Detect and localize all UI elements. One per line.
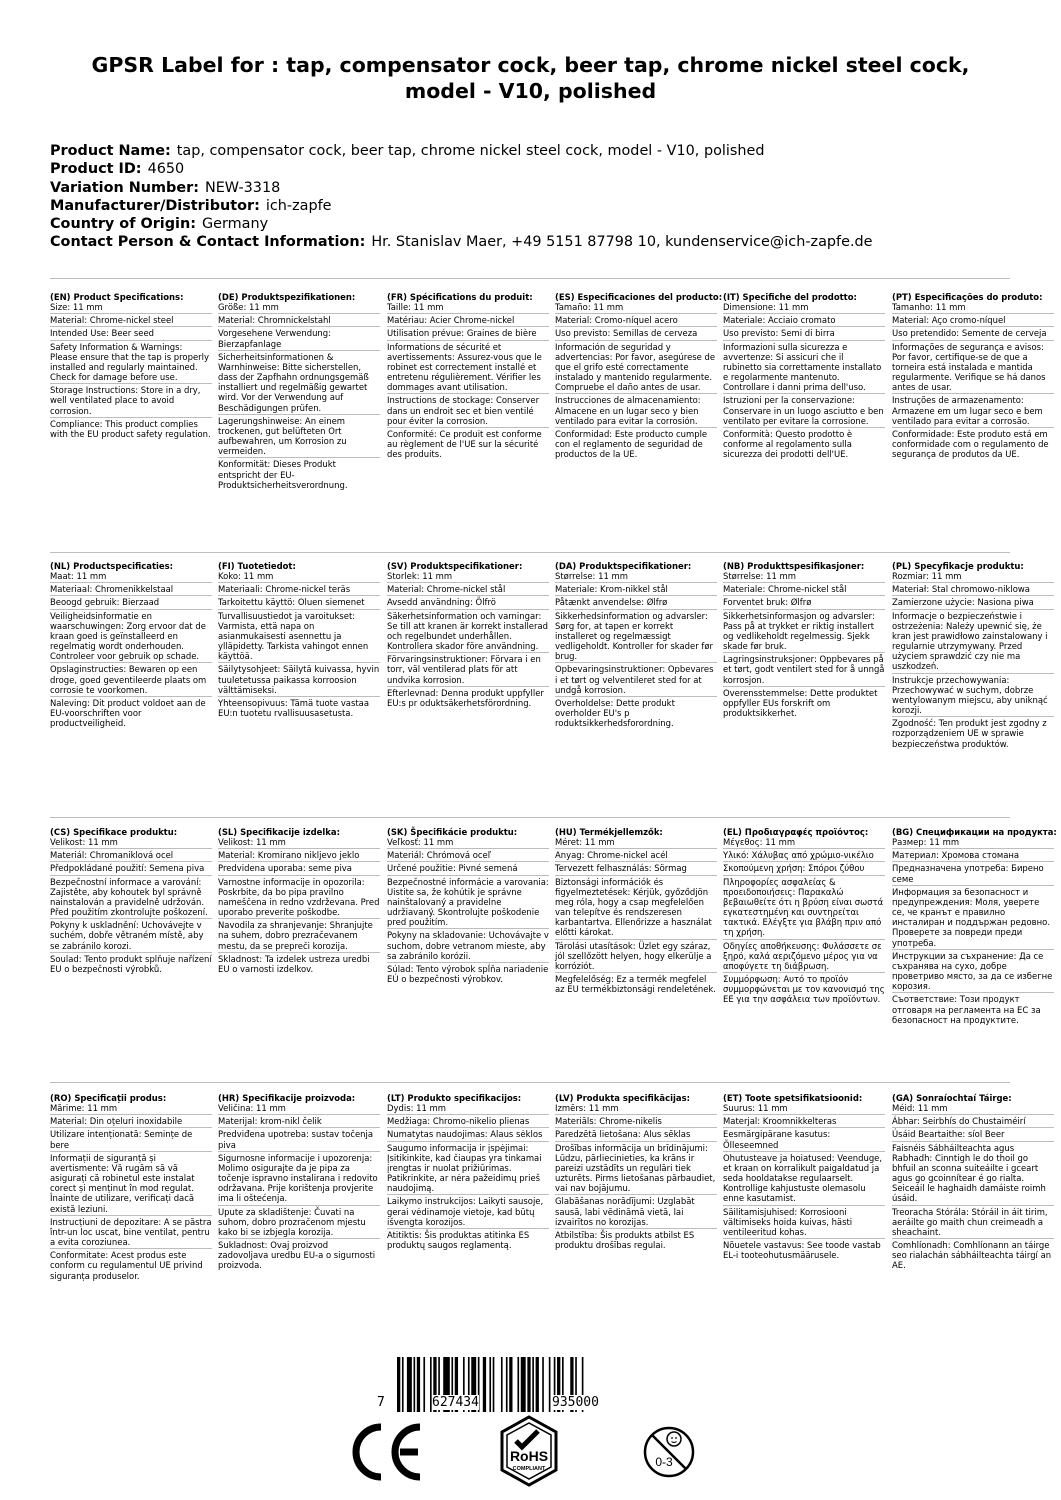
spec-line: Material: Chrome-nickel steel — [50, 315, 212, 327]
spec-line: Nõuetele vastavus: See toode vastab EL-i tooteohutusmäärusele. — [723, 1240, 881, 1261]
spec-line: Размер: 11 mm — [892, 837, 1054, 849]
barcode-bar — [521, 1357, 526, 1412]
spec-line: Información de seguridad y advertencias: Por favor, asegúrese de que el grifo esté correctamente instalado y mantenido regularmente. Compruebe el daño antes de usar. — [555, 342, 717, 395]
spec-line: Zamierzone użycie: Nasiona piwa — [892, 597, 1054, 609]
spec-line: Størrelse: 11 mm — [723, 571, 885, 583]
spec-block — [892, 561, 1054, 751]
spec-header: (ES) Especificaciones del producto: — [555, 292, 723, 302]
spec-line: Instruções de armazenamento: Armazene em um lugar seco e bem ventilado para evitar a corrosão. — [892, 395, 1054, 427]
barcode-digits-mid: 627434 — [432, 1395, 479, 1410]
spec-line: Storlek: 11 mm — [387, 571, 549, 583]
spec-block — [555, 827, 717, 996]
svg-text:RoHS: RoHS — [509, 1448, 549, 1464]
spec-line: Efterlevnad: Denna produkt uppfyller EU:s pr oduktsäkerhetsförordning. — [387, 687, 544, 708]
spec-header: (LV) Produkta specifikācijas: — [555, 1093, 690, 1103]
spec-line: Materjal: Kroomnikkelteras — [723, 1116, 885, 1128]
spec-block — [218, 561, 380, 720]
spec-line: Material: Kromirano nikljevo jeklo — [218, 850, 380, 862]
spec-header: (FR) Spécifications du produit: — [387, 292, 533, 302]
spec-line: Ohutusteave ja hoiatused: Veenduge, et kraan on korralikult paigaldatud ja seda hooldatakse regulaarselt. Kontrollige kahjustuste olemasolu enne kasutamist. — [723, 1153, 885, 1206]
spec-header: (DA) Produktspecifikationer: — [555, 561, 692, 571]
spec-line: Pokyny k uskladnění: Uchovávejte v suchém, dobře větraném místě, aby se zabránilo korozi. — [50, 920, 212, 952]
spec-header: (EL) Προδιαγραφές προϊόντος: — [723, 827, 869, 837]
spec-line: Tárolási utasítások: Üzlet egy száraz, jól szellőzött helyen, hogy elkerülje a korróziót. — [555, 941, 717, 973]
spec-line: Conformità: Questo prodotto è conforme al regolamento sulla sicurezza dei prodotti dell'UE. — [723, 428, 853, 460]
spec-line: Съответствие: Този продукт отговаря на регламента на ЕС за безопасност на продуктите. — [892, 994, 1041, 1025]
spec-block — [218, 1093, 380, 1273]
barcode-bar — [501, 1357, 503, 1412]
spec-line: Materijal: krom-nikl čelik — [218, 1116, 380, 1128]
spec-line: Glabāšanas norādījumi: Uzglabāt sausā, labi vēdināmā vietā, lai izvairītos no korozijas. — [555, 1196, 717, 1228]
spec-line: Beoogd gebruik: Bierzaad — [50, 597, 212, 609]
spec-header: (PL) Specyfikacje produktu: — [892, 561, 1024, 571]
spec-line: Säilitamisjuhised: Korrosiooni vältimiseks hoida kuivas, hästi ventileeritud kohas. — [723, 1207, 885, 1239]
spec-line: Paredzētā lietošana: Alus sēklas — [555, 1129, 717, 1141]
spec-line: Sikkerhetsinformasjon og advarsler: Pass på at trykket er riktig installert og vedlikeholdt regelmessig. Sjekk skade før bruk. — [723, 611, 885, 654]
spec-block — [555, 1093, 717, 1252]
spec-line: Overensstemmelse: Dette produktet oppfyller EUs forskrift om produktsikkerhet. — [723, 687, 878, 719]
barcode-digits-left: 7 — [377, 1395, 385, 1410]
rohs-compliant-icon — [498, 1415, 560, 1487]
spec-line: Instructions de stockage: Conserver dans un endroit sec et bien ventilé pour éviter la corrosion. — [387, 395, 549, 427]
spec-line: Konformität: Dieses Produkt entspricht der EU-Produktsicherheitsverordnung. — [218, 459, 348, 490]
barcode-bar — [423, 1357, 425, 1412]
spec-block — [50, 1093, 212, 1283]
spec-line: Material: Aço cromo-níquel — [892, 315, 1054, 327]
info-product-id: Product ID: 4650 — [50, 161, 185, 178]
spec-block — [555, 561, 717, 730]
spec-line: Maat: 11 mm — [50, 571, 212, 583]
spec-line: Größe: 11 mm — [218, 302, 380, 314]
spec-line: Uso previsto: Semi di birra — [723, 328, 885, 340]
spec-header: (HU) Termékjellemzők: — [555, 827, 663, 837]
spec-line: Velikost: 11 mm — [50, 837, 212, 849]
spec-line: Intended Use: Beer seed — [50, 328, 212, 340]
spec-line: Μέγεθος: 11 mm — [723, 837, 885, 849]
spec-line: Материал: Хромова стомана — [892, 850, 1054, 862]
divider — [50, 278, 1010, 279]
spec-line: Bezpečnostní informace a varování: Zajistěte, aby kohoutek byl správně nainstalován a pravidelně udržován. Před použitím zkontrolujte poškození. — [50, 877, 212, 920]
spec-line: Navodila za shranjevanje: Shranjujte na suhem, dobro prezračevanem mestu, da se prepreči korozija. — [218, 920, 380, 952]
spec-line: Materiāls: Chrome-nikelis — [555, 1116, 717, 1128]
spec-block — [723, 292, 885, 461]
spec-line: Eesmärgipärane kasutus: Õlleseemned — [723, 1129, 885, 1151]
barcode-bar — [402, 1357, 404, 1412]
spec-header: (HR) Specifikacije proizvoda: — [218, 1093, 356, 1103]
spec-line: Mărime: 11 mm — [50, 1103, 212, 1115]
spec-block — [50, 292, 212, 441]
spec-block — [723, 827, 885, 1007]
barcode-bar — [489, 1357, 491, 1412]
spec-line: Materiál: Chrómová oceľ — [387, 850, 549, 862]
spec-line: Avsedd användning: Ölfrö — [387, 597, 549, 609]
spec-block — [892, 827, 1057, 1027]
spec-line: Tervezett felhasználás: Sörmag — [555, 863, 717, 875]
spec-line: Materiaali: Chrome-nickel teräs — [218, 584, 380, 596]
spec-block — [723, 561, 885, 720]
barcode-bar — [493, 1357, 495, 1412]
spec-line: Overholdelse: Dette produkt overholder EU's p roduktsikkerhedsforordning. — [555, 697, 675, 729]
spec-row — [50, 561, 1060, 821]
spec-line: Uso previsto: Semillas de cerveza — [555, 328, 717, 340]
spec-line: Conformidad: Este producto cumple con el reglamento de seguridad de productos de la UE. — [555, 428, 708, 460]
spec-line: Súlad: Tento výrobok spĺňa nariadenie EÚ o bezpečnosti výrobkov. — [387, 963, 549, 985]
barcode-bar — [509, 1357, 512, 1412]
spec-line: Saugumo informacija ir įspėjimai: Įsitikinkite, kad čiaupas yra tinkamai įrengtas ir nuolat prižiūrimas. Patikrinkite, ar nėra pažeidimų prieš naudojimą. — [387, 1143, 549, 1196]
spec-line: Safety Information & Warnings: Please ensure that the tap is properly installed and regularly maintained. Check for damage before use. — [50, 342, 212, 385]
spec-line: Megfelelőség: Ez a termék megfelel az EU termékbiztonsági rendeletének. — [555, 974, 716, 995]
spec-line: Instrucciones de almacenamiento: Almacene en un lugar seco y bien ventilado para evitar la corrosión. — [555, 395, 717, 427]
spec-line: Συμμόρφωση: Αυτό το προϊόν συμμορφώνεται με τον κανονισμό της ΕΕ για την ασφάλεια των προϊόντων. — [723, 974, 885, 1005]
spec-line: Veľkosť: 11 mm — [387, 837, 549, 849]
spec-line: Turvallisuustiedot ja varoitukset: Varmista, että napa on asianmukaisesti asennettu ja ylläpidetty. Tarkista vahingot ennen käyttöä. — [218, 611, 380, 664]
svg-text:0-3: 0-3 — [655, 1455, 673, 1469]
spec-line: Material: Chromnickelstahl — [218, 315, 380, 327]
spec-line: Informații de siguranță și avertismente: Vă rugăm să vă asigurați că robinetul este instalat corect și menținut în mod regulat. Înainte de utilizare, verificați dacă există leziuni. — [50, 1153, 212, 1216]
spec-line: Anyag: Chrome-nickel acél — [555, 850, 717, 862]
info-country: Country of Origin: Germany — [50, 216, 269, 233]
spec-line: Utilizare intenționată: Semințe de bere — [50, 1129, 212, 1151]
barcode-bar — [414, 1357, 416, 1412]
spec-line: Atitiktis: Šis produktas atitinka ES produktų saugos reglamentą. — [387, 1229, 530, 1251]
spec-line: Conformidade: Este produto está em conformidade com o regulamento de segurança de produtos da UE. — [892, 428, 1049, 460]
spec-line: Skladnost: Ta izdelek ustreza uredbi EU o varnosti izdelkov. — [218, 953, 370, 974]
spec-line: Informations de sécurité et avertissements: Assurez-vous que le robinet est correctement installé et entretenu régulièrement. Vérifier les dommages avant utilisation. — [387, 342, 549, 395]
spec-line: Informações de segurança e avisos: Por favor, certifique-se de que a torneira está instalada e mantida regularmente. Verifique se há danos antes de usar. — [892, 342, 1054, 395]
spec-header: (RO) Specificații produs: — [50, 1093, 167, 1103]
spec-line: Faisnéis Sábháilteachta agus Rabhadh: Cinntigh le do thoil go bhfuil an sconna suiteáilte i gceart agus go gcoinnítear é go rialta. Seiceáil le haghaidh damáiste roimh úsáid. — [892, 1143, 1054, 1206]
spec-row — [50, 827, 1060, 1087]
spec-header: (SV) Produktspecifikationer: — [387, 561, 523, 571]
spec-line: Säilytysohjeet: Säilytä kuivassa, hyvin tuuletetussa paikassa korroosion välttämiseksi. — [218, 664, 380, 696]
spec-header: (ET) Toote spetsifikatsioonid: — [723, 1093, 863, 1103]
spec-line: Πληροφορίες ασφαλείας & προειδοποιήσεις: Παρακαλώ βεβαιωθείτε ότι η βρύση είναι σωστά εγκατεστημένη και συντηρείται τακτικά. Ελέγξτε για βλάβη πριν από τη χρήση. — [723, 877, 885, 940]
spec-line: Veiligheidsinformatie en waarschuwingen: Zorg ervoor dat de kraan goed is geïnstalleerd en regelmatig wordt onderhouden. Controleer voor gebruik op schade. — [50, 611, 212, 664]
spec-line: Forventet bruk: Ølfrø — [723, 597, 885, 609]
spec-line: Predvidena uporaba: seme piva — [218, 863, 380, 875]
spec-row — [50, 292, 1060, 552]
barcode-bar — [483, 1357, 486, 1412]
spec-header: (GA) Sonraíochtaí Táirge: — [892, 1093, 1012, 1103]
spec-line: Instrucțiuni de depozitare: A se păstra într-un loc uscat, bine ventilat, pentru a evita coroziunea. — [50, 1217, 212, 1249]
spec-line: Materiaal: Chromenikkelstaal — [50, 584, 212, 596]
not-for-children-0-3-icon — [643, 1415, 695, 1489]
product-info — [50, 142, 1010, 252]
info-contact: Contact Person & Contact Information: Hr. Stanislav Maer, +49 5151 87798 10, kundenservice@ich-zapfe.de — [50, 234, 873, 251]
barcode-digits-right: 935000 — [552, 1395, 599, 1410]
barcode-bar — [506, 1357, 508, 1412]
spec-line: Dimensione: 11 mm — [723, 302, 885, 314]
spec-line: Opbevaringsinstruktioner: Opbevares i et tørt og velventileret sted for at undgå korrosion. — [555, 664, 717, 696]
spec-line: Förvaringsinstruktioner: Förvara i en torr, väl ventilerad plats för att undvika korrosion. — [387, 654, 549, 686]
spec-block — [218, 827, 380, 976]
barcode-bar — [407, 1357, 412, 1412]
spec-line: Utilisation prévue: Graines de bière — [387, 328, 549, 340]
spec-line: Σκοπούμενη χρήση: Σπόροι ζύθου — [723, 863, 885, 875]
spec-line: Οδηγίες αποθήκευσης: Φυλάσσετε σε ξηρό, καλά αεριζόμενο μέρος για να αποφύγετε τη διάβρωση. — [723, 941, 885, 973]
spec-line: Bezpečnostné informácie a varovania: Uistite sa, že kohútik je správne nainštalovaný a pravidelne udržiavaný. Skontrolujte poškodenie pred použitím. — [387, 877, 549, 930]
spec-line: Conformité: Ce produit est conforme au règlement de l'UE sur la sécurité des produits. — [387, 428, 542, 460]
spec-line: Инструкции за съхранение: Да се съхранява на сухо, добре проветриво място, за да се избегне корозия. — [892, 951, 1054, 994]
spec-line: Tamaño: 11 mm — [555, 302, 717, 314]
spec-line: Biztonsági információk és figyelmeztetések: Kérjük, győződjön meg róla, hogy a csap megfelelően van telepítve és rendszeresen karbantartva. Ellenőrizze a használat előtti károkat. — [555, 877, 717, 940]
spec-row — [50, 1093, 1060, 1353]
spec-block — [387, 561, 549, 710]
spec-line: Pokyny na skladovanie: Uchovávajte v suchom, dobre vetranom mieste, aby sa zabránilo korózii. — [387, 930, 549, 962]
spec-line: Varnostne informacije in opozorila: Poskrbite, da bo pipa pravilno nameščena in redno vzdrževana. Pred uporabo preverite poškodbe. — [218, 877, 380, 920]
spec-line: Soulad: Tento produkt splňuje nařízení EU o bezpečnosti výrobků. — [50, 953, 212, 974]
spec-line: Sukladnost: Ovaj proizvod zadovoljava uredbu EU-a o sigurnosti proizvoda. — [218, 1240, 376, 1271]
spec-block — [892, 292, 1054, 461]
spec-line: Yhteensopivuus: Tämä tuote vastaa EU:n tuotetu rvallisuusasetusta. — [218, 697, 370, 719]
spec-line: Laikymo instrukcijos: Laikyti sausoje, gerai vėdinamoje vietoje, kad būtų išvengta korozijos. — [387, 1196, 549, 1228]
spec-line: Suurus: 11 mm — [723, 1103, 885, 1115]
spec-line: Materiale: Krom-nikkel stål — [555, 584, 717, 596]
info-variation-number: Variation Number: NEW-3318 — [50, 179, 281, 196]
spec-block — [387, 292, 549, 461]
spec-block — [50, 827, 212, 976]
barcode-bar — [542, 1357, 544, 1412]
spec-line: Úsáid Beartaithe: síol Beer — [892, 1129, 1054, 1141]
spec-block — [387, 827, 549, 986]
spec-line: Drošības informācija un brīdinājumi: Lūdzu, pārliecinieties, ka krāns ir pareizi uzstādīts un regulāri tiek uzturēts. Pirms lietošanas pārbaudiet, vai nav bojājumu. — [555, 1143, 717, 1196]
spec-line: Ábhar: Seirbhís do Chustaiméirí — [892, 1116, 1054, 1128]
page-title: GPSR Label for : tap, compensator cock, beer tap, chrome nickel steel cock, model - V10, polished — [91, 53, 970, 103]
spec-line: Comhlíonadh: Comhlíonann an táirge seo rialachán sábháilteachta táirgí an AE. — [892, 1240, 1052, 1271]
spec-header: (EN) Product Specifications: — [50, 292, 184, 302]
ce-mark-icon — [350, 1421, 425, 1483]
spec-line: Lagringsinstruksjoner: Oppbevares på et tørt, godt ventilert sted for å unngå korrosjon. — [723, 654, 885, 686]
spec-header: (NL) Productspecificaties: — [50, 561, 173, 571]
info-manufacturer: Manufacturer/Distributor: ich-zapfe — [50, 197, 332, 214]
spec-line: Material: Cromo-níquel acero — [555, 315, 717, 327]
spec-line: Instrukcje przechowywania: Przechowywać w suchym, dobrze wentylowanym miejscu, aby uniknąć korozji. — [892, 675, 1054, 718]
spec-line: Předpokládané použití: Semena piva — [50, 863, 212, 875]
spec-line: Koko: 11 mm — [218, 571, 380, 583]
barcode-bar — [527, 1357, 530, 1412]
spec-line: Informacje o bezpieczeństwie i ostrzeżenia: Należy upewnić się, że kran jest prawidłowo zainstalowany i regularnie utrzymywany. Przed użyciem sprawdzić czy nie ma uszkodzeń. — [892, 611, 1054, 674]
spec-block — [50, 561, 212, 730]
spec-block — [723, 1093, 885, 1262]
spec-line: Compliance: This product complies with the EU product safety regulation. — [50, 418, 211, 439]
spec-line: Istruzioni per la conservazione: Conservare in un luogo asciutto e ben ventilato per evitare la corrosione. — [723, 395, 885, 427]
barcode-bar — [549, 1357, 551, 1412]
barcode-bar — [397, 1357, 400, 1412]
barcode-bar — [417, 1357, 420, 1412]
spec-line: Izmērs: 11 mm — [555, 1103, 717, 1115]
spec-line: Material: Chrome-nickel stål — [387, 584, 549, 596]
divider — [50, 552, 1010, 553]
info-product-name: Product Name: tap, compensator cock, beer tap, chrome nickel steel cock, model - V10, polished — [50, 143, 765, 159]
spec-line: Υλικό: Χάλυβας από χρώμιο-νικέλιο — [723, 850, 885, 862]
spec-line: Dydis: 11 mm — [387, 1103, 549, 1115]
spec-block — [892, 1093, 1054, 1273]
spec-line: Lagerungshinweise: An einem trockenen, gut belüfteten Ort aufbewahren, um Korrosion zu vermeiden. — [218, 416, 380, 459]
spec-line: Materiał: Stal chromowo-niklowa — [892, 584, 1054, 596]
spec-header: (DE) Produktspezifikationen: — [218, 292, 356, 302]
spec-line: Numatytas naudojimas: Alaus sėklos — [387, 1129, 549, 1141]
barcode-bar — [532, 1357, 534, 1412]
spec-header: (LT) Produkto specifikacijos: — [387, 1093, 522, 1103]
spec-line: Conformitate: Acest produs este conform cu regulamentul UE privind siguranța produselor. — [50, 1250, 203, 1281]
spec-line: Naleving: Dit product voldoet aan de EU-voorschriften voor productveiligheid. — [50, 697, 206, 729]
spec-line: Atbilstība: Šis produkts atbilst ES produktu drošības regulai. — [555, 1229, 695, 1251]
spec-header: (SL) Specifikacije izdelka: — [218, 827, 340, 837]
spec-line: Informazioni sulla sicurezza e avvertenze: Si assicuri che il rubinetto sia correttamente installato e regolarmente mantenuto. Controllare i danni prima dell'uso. — [723, 342, 885, 395]
spec-header: (BG) Спецификации на продукта: — [892, 827, 1057, 837]
spec-line: Material: Din oțeluri inoxidabile — [50, 1116, 212, 1128]
spec-header: (NB) Produkttspesifikasjoner: — [723, 561, 865, 571]
spec-header: (FI) Tuotetiedot: — [218, 561, 296, 571]
spec-line: Treoracha Stórála: Stóráil in áit tirim, aeráilte go maith chun creimeadh a sheachaint. — [892, 1207, 1054, 1239]
spec-line: Opslaginstructies: Bewaren op een droge, goed geventileerde plaats om corrosie te voorkomen. — [50, 664, 212, 696]
spec-block — [218, 292, 380, 492]
spec-line: Taille: 11 mm — [387, 302, 549, 314]
spec-line: Tamanho: 11 mm — [892, 302, 1054, 314]
spec-header: (SK) Špecifikácie produktu: — [387, 827, 518, 837]
barcode-bar — [536, 1357, 539, 1412]
spec-line: Méret: 11 mm — [555, 837, 717, 849]
spec-line: Информация за безопасност и предупреждения: Моля, уверете се, че кранът е правилно инсталиран и поддържан редовно. Проверете за повреди преди употреба. — [892, 887, 1054, 950]
barcode-bar — [517, 1357, 519, 1412]
spec-line: Vorgesehene Verwendung: Bierzapfanlage — [218, 328, 380, 350]
spec-line: Materiál: Chromaniklová ocel — [50, 850, 212, 862]
spec-line: Предназначена употреба: Бирено семе — [892, 863, 1054, 885]
spec-line: Medžiaga: Chromo-nikelio plienas — [387, 1116, 549, 1128]
spec-line: Tarkoitettu käyttö: Oluen siemenet — [218, 597, 380, 609]
svg-text:COMPLIANT: COMPLIANT — [512, 1466, 546, 1472]
spec-line: Určené použitie: Pivné semená — [387, 863, 549, 875]
spec-line: Påtænkt anvendelse: Ølfrø — [555, 597, 717, 609]
spec-line: Predviđena upotreba: sustav točenja piva — [218, 1129, 380, 1151]
spec-line: Materiale: Acciaio cromato — [723, 315, 885, 327]
spec-line: Size: 11 mm — [50, 302, 212, 314]
spec-line: Materiale: Chrome-nickel stål — [723, 584, 885, 596]
spec-line: Zgodność: Ten produkt jest zgodny z rozporządzeniem UE w sprawie bezpieczeństwa produktów. — [892, 718, 1047, 749]
spec-header: (IT) Specifiche del prodotto: — [723, 292, 857, 302]
spec-line: Storage Instructions: Store in a dry, well ventilated place to avoid corrosion. — [50, 385, 212, 417]
spec-line: Upute za skladištenje: Čuvati na suhom, dobro prozračenom mjestu kako bi se izbjegla korozija. — [218, 1207, 380, 1239]
spec-line: Uso pretendido: Semente de cerveja — [892, 328, 1054, 340]
spec-block — [387, 1093, 549, 1252]
spec-line: Veličina: 11 mm — [218, 1103, 380, 1115]
spec-line: Sikkerhedsinformation og advarsler: Sørg for, at tapen er korrekt installeret og regelmæssigt vedligeholdt. Kontroller for skader før brug. — [555, 611, 717, 664]
spec-line: Säkerhetsinformation och varningar: Se till att kranen är korrekt installerad och regelbundet underhållen. Kontrollera skador före användning. — [387, 611, 549, 654]
spec-line: Sicherheitsinformationen & Warnhinweise: Bitte sicherstellen, dass der Zapfhahn ordnungsgemäß installiert und regelmäßig gewartet wird. Vor der Verwendung auf Beschädigungen prüfen. — [218, 352, 380, 415]
spec-header: (CS) Specifikace produktu: — [50, 827, 178, 837]
spec-block — [555, 292, 723, 461]
spec-line: Velikost: 11 mm — [218, 837, 380, 849]
spec-line: Sigurnosne informacije i upozorenja: Molimo osigurajte da je pipa za točenje ispravno instalirana i redovito održavana. Prije korištenja provjerite ima li oštećenja. — [218, 1153, 380, 1206]
spec-line: Méid: 11 mm — [892, 1103, 1054, 1115]
spec-line: Størrelse: 11 mm — [555, 571, 717, 583]
spec-line: Rozmiar: 11 mm — [892, 571, 1054, 583]
spec-line: Matériau: Acier Chrome-nickel — [387, 315, 549, 327]
certification-icons — [350, 1415, 695, 1490]
spec-header: (PT) Especificações do produto: — [892, 292, 1043, 302]
